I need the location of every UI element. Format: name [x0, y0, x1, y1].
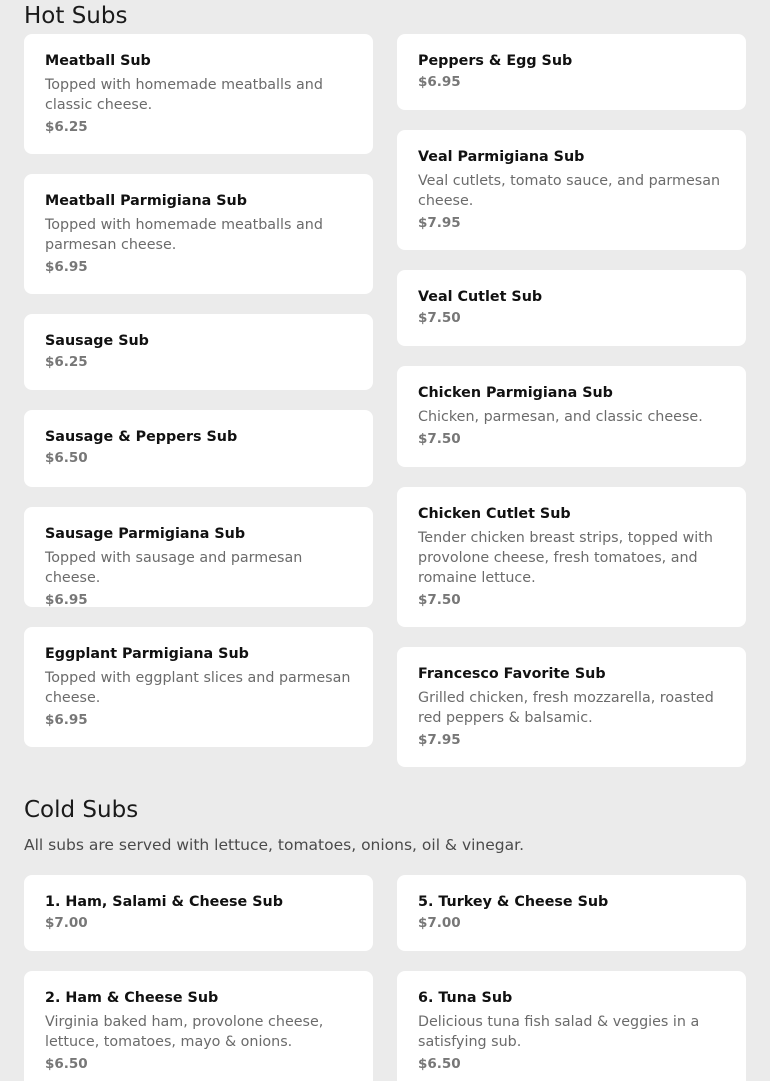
item-name: Meatball Sub: [45, 53, 151, 69]
item-price: $7.00: [418, 915, 461, 931]
item-name: 6. Tuna Sub: [418, 990, 513, 1006]
menu-item-card[interactable]: [397, 130, 746, 250]
item-name: Eggplant Parmigiana Sub: [45, 646, 249, 662]
item-name: Sausage Parmigiana Sub: [45, 526, 246, 542]
item-description: Veal cutlets, tomato sauce, and parmesan cheese.: [418, 173, 721, 209]
item-price: $7.50: [418, 592, 461, 608]
item-description: Chicken, parmesan, and classic cheese.: [418, 409, 703, 425]
item-description: Topped with homemade meatballs and parmesan cheese.: [45, 217, 323, 253]
item-price: $7.00: [45, 915, 88, 931]
menu-item-card[interactable]: [24, 174, 373, 294]
item-name: Peppers & Egg Sub: [418, 53, 573, 69]
item-name: Chicken Parmigiana Sub: [418, 385, 613, 401]
item-description: Topped with eggplant slices and parmesan cheese.: [45, 670, 351, 706]
item-price: $6.95: [45, 259, 88, 275]
item-name: 2. Ham & Cheese Sub: [45, 990, 219, 1006]
item-description: Tender chicken breast strips, topped with provolone cheese, fresh tomatoes, and romaine lettuce.: [418, 530, 713, 586]
item-name: 1. Ham, Salami & Cheese Sub: [45, 894, 283, 910]
menu-item-card[interactable]: [397, 34, 746, 110]
menu-item-card[interactable]: [24, 507, 373, 607]
item-description: Topped with homemade meatballs and classic cheese.: [45, 77, 323, 113]
item-name: Sausage Sub: [45, 333, 149, 349]
menu-item-card[interactable]: [397, 366, 746, 467]
item-description: Topped with sausage and parmesan cheese.: [45, 550, 303, 586]
menu-item-card[interactable]: [24, 34, 373, 154]
menu-item-card[interactable]: [397, 647, 746, 767]
item-price: $7.95: [418, 215, 461, 231]
menu-item-card[interactable]: [24, 314, 373, 390]
item-price: $7.50: [418, 431, 461, 447]
item-name: Francesco Favorite Sub: [418, 666, 606, 682]
item-price: $6.25: [45, 354, 88, 370]
item-name: Chicken Cutlet Sub: [418, 506, 571, 522]
item-price: $7.95: [418, 732, 461, 748]
menu-item-card[interactable]: [24, 627, 373, 747]
item-description: Delicious tuna fish salad & veggies in a satisfying sub.: [418, 1014, 700, 1050]
item-name: 5. Turkey & Cheese Sub: [418, 894, 609, 910]
item-name: Sausage & Peppers Sub: [45, 429, 238, 445]
item-name: Veal Cutlet Sub: [418, 289, 543, 305]
menu-item-card[interactable]: [397, 971, 746, 1081]
item-price: $6.95: [45, 592, 88, 608]
item-price: $6.95: [45, 712, 88, 728]
item-price: $6.50: [45, 450, 88, 466]
item-price: $6.50: [418, 1056, 461, 1072]
item-name: Veal Parmigiana Sub: [418, 149, 585, 165]
menu-item-card[interactable]: [397, 875, 746, 951]
item-description: Virginia baked ham, provolone cheese, lettuce, tomatoes, mayo & onions.: [45, 1014, 324, 1050]
cold-subs-subtitle: All subs are served with lettuce, tomatoes, onions, oil & vinegar.: [24, 836, 525, 854]
menu-item-card[interactable]: [24, 875, 373, 951]
item-price: $7.50: [418, 310, 461, 326]
menu-item-card[interactable]: [24, 971, 373, 1081]
menu-item-card[interactable]: [24, 410, 373, 487]
hot-subs-heading: Hot Subs: [24, 3, 128, 29]
item-price: $6.25: [45, 119, 88, 135]
item-name: Meatball Parmigiana Sub: [45, 193, 247, 209]
menu-item-card[interactable]: [397, 270, 746, 346]
item-price: $6.95: [418, 74, 461, 90]
menu-item-card[interactable]: [397, 487, 746, 627]
item-description: Grilled chicken, fresh mozzarella, roasted red peppers & balsamic.: [418, 690, 714, 726]
item-price: $6.50: [45, 1056, 88, 1072]
cold-subs-heading: Cold Subs: [24, 797, 139, 823]
